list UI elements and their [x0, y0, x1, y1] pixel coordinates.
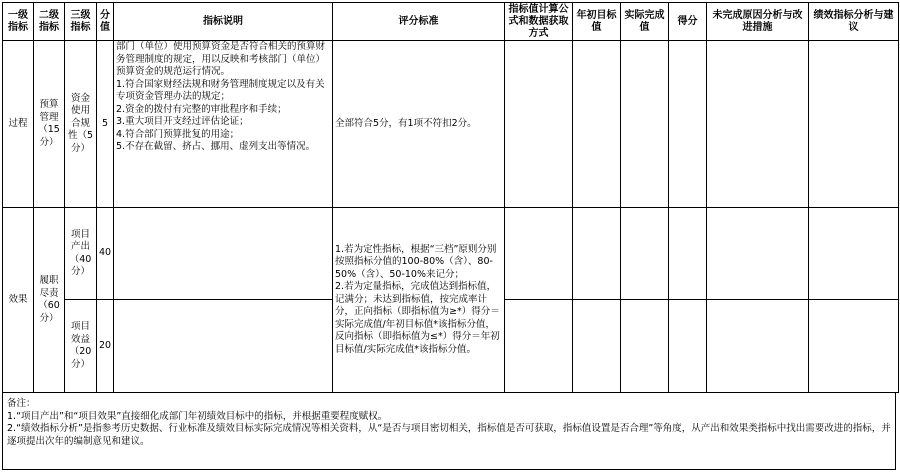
- header-level2: 二级指标: [34, 3, 65, 41]
- table-row: [3, 208, 899, 300]
- process-level2: 预算管理（15分）: [34, 41, 65, 208]
- benefit-analysis-cell[interactable]: [809, 300, 899, 393]
- header-gained-score: 得分: [669, 3, 707, 41]
- header-row: [3, 3, 899, 41]
- process-level1: 过程: [3, 41, 34, 208]
- header-reason: 未完成原因分析与改进措施: [707, 3, 809, 41]
- output-formula-cell[interactable]: [505, 208, 573, 300]
- header-initial-target: 年初目标值: [573, 3, 621, 41]
- benefit-reason-cell[interactable]: [707, 300, 809, 393]
- process-analysis-cell[interactable]: [809, 41, 899, 208]
- header-level3: 三级指标: [65, 3, 97, 41]
- benefit-level3: 项目效益（20分）: [65, 300, 97, 393]
- table-row: [3, 41, 899, 208]
- output-description-cell[interactable]: [114, 208, 333, 300]
- benefit-score: 20: [97, 300, 114, 393]
- benefit-formula-cell[interactable]: [505, 300, 573, 393]
- benefit-description-cell[interactable]: [114, 300, 333, 393]
- effect-level2: 履职尽责（60分）: [34, 208, 65, 393]
- benefit-actual-cell[interactable]: [621, 300, 669, 393]
- effect-level1: 效果: [3, 208, 34, 393]
- process-formula-cell[interactable]: [505, 41, 573, 208]
- header-actual-value: 实际完成值: [621, 3, 669, 41]
- process-reason-cell[interactable]: [707, 41, 809, 208]
- output-reason-cell[interactable]: [707, 208, 809, 300]
- output-score: 40: [97, 208, 114, 300]
- header-criteria: 评分标准: [333, 3, 505, 41]
- effect-criteria: 1.若为定性指标，根据“三档”原则分别按照指标分值的100-80%（含）、80-50%（含）、50-10%来记分； 2.若为定量指标，完成值达到指标值，记满分；未达到指标值，按完成率计分，正向指标（即指标值为≥*）得分＝实际完成值/年初目标值*该指标分值，反向指标（即指标值为≤*）得分＝年初目标值/实际完成值*该指标分值。: [333, 208, 505, 393]
- header-formula: 指标值计算公式和数据获取方式: [505, 3, 573, 41]
- process-initial-cell[interactable]: [573, 41, 621, 208]
- process-actual-cell[interactable]: [621, 41, 669, 208]
- output-actual-cell[interactable]: [621, 208, 669, 300]
- process-criteria: 全部符合5分，有1项不符扣2分。: [333, 41, 505, 208]
- output-level3: 项目产出（40分）: [65, 208, 97, 300]
- benefit-gained-cell[interactable]: [669, 300, 707, 393]
- header-description: 指标说明: [114, 3, 333, 41]
- notes-title: 备注：: [7, 398, 36, 409]
- benefit-initial-cell[interactable]: [573, 300, 621, 393]
- output-analysis-cell[interactable]: [809, 208, 899, 300]
- process-description: 部门（单位）使用预算资金是否符合相关的预算财务管理制度的规定，用以反映和考核部门（单位）预算资金的规范运行情况。 1.符合国家财经法规和财务管理制度规定以及有关专项资金管理办法的规定； 2.资金的拨付有完整的审批程序和手续； 3.重大项目开支经过评估论证； 4.符合部门预算批复的用途； 5.不存在截留、挤占、挪用、虚列支出等情况。: [114, 41, 333, 208]
- process-gained-cell[interactable]: [669, 41, 707, 208]
- header-score: 分值: [97, 3, 114, 41]
- output-initial-cell[interactable]: [573, 208, 621, 300]
- process-score: 5: [97, 41, 114, 208]
- performance-table: [2, 2, 899, 393]
- note-line-2: 2.“绩效指标分析”是指参考历史数据、行业标准及绩效目标实际完成情况等相关资料，从“是否与项目密切相关，指标值是否可获取，指标值设置是否合理”等角度，从产出和效果类指标中找出需要改进的指标，并逐项提出次年的编制意见和建议。: [7, 423, 891, 447]
- notes-section: [2, 392, 896, 470]
- note-line-1: 1.“项目产出”和“项目效果”直接细化成部门年初绩效目标中的指标，并根据重要程度赋权。: [7, 410, 388, 422]
- output-gained-cell[interactable]: [669, 208, 707, 300]
- header-level1: 一级指标: [3, 3, 34, 41]
- process-level3: 资金使用合规性（5分）: [65, 41, 97, 208]
- header-analysis: 绩效指标分析与建议: [809, 3, 899, 41]
